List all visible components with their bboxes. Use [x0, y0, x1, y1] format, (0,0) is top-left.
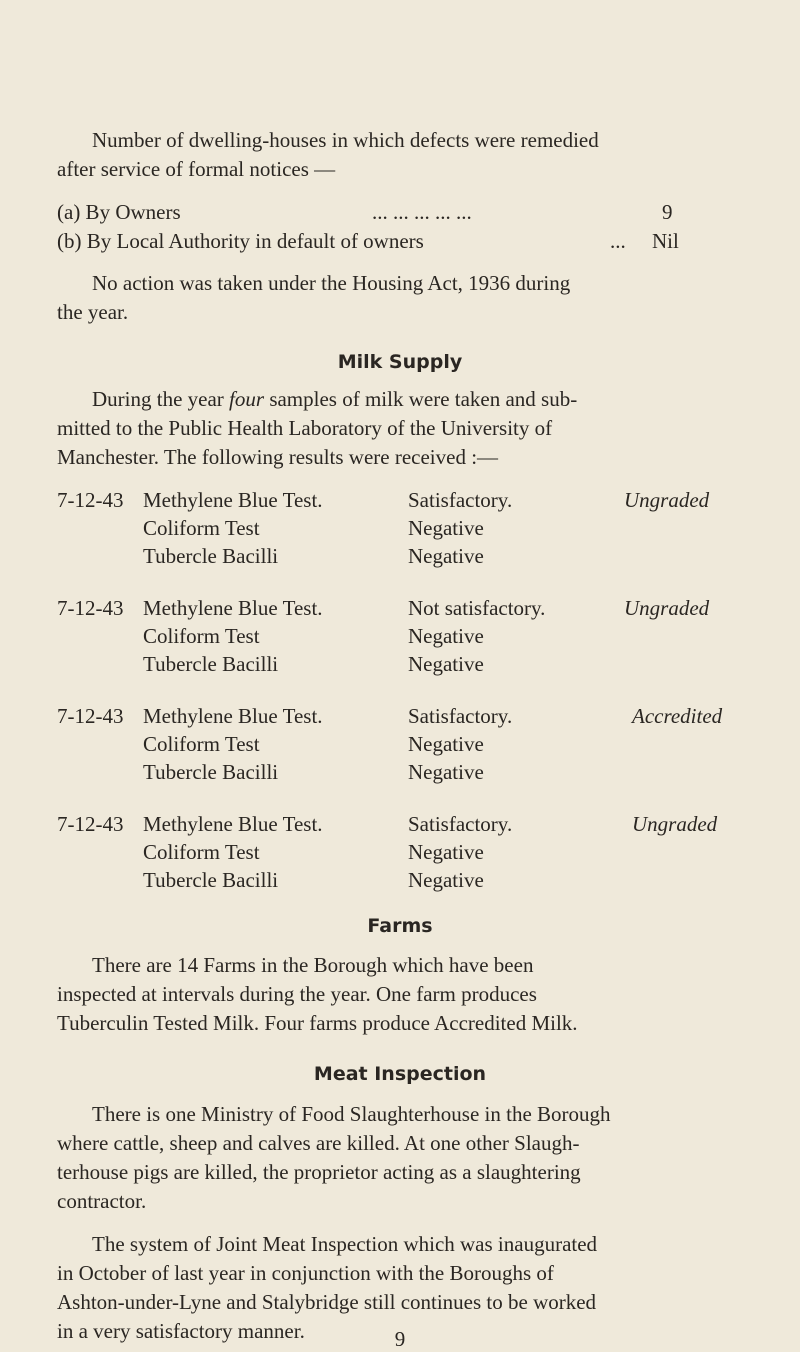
sample-date: 7-12-43	[57, 704, 124, 728]
meat-p1-line2: where cattle, sheep and calves are killed. At one other Slaugh-	[57, 1131, 580, 1155]
remedied-item-owners-value: 9	[662, 200, 673, 224]
milk-intro-line1: During the year four samples of milk were taken and sub-	[92, 387, 578, 411]
meat-p2-line2: in October of last year in conjunction with the Boroughs of	[57, 1261, 554, 1285]
meat-p2-line4: in a very satisfactory manner.	[57, 1319, 305, 1343]
sample-test-result: Negative	[408, 516, 484, 540]
sample-test-result: Negative	[408, 544, 484, 568]
remedied-intro-line2: after service of formal notices —	[57, 157, 336, 181]
sample-grade: Ungraded	[632, 812, 718, 836]
remedied-item-authority-label: (b) By Local Authority in default of owners	[57, 229, 424, 253]
sample-test-name: Coliform Test	[143, 840, 260, 864]
sample-test-name: Methylene Blue Test.	[143, 704, 323, 728]
sample-test-name: Methylene Blue Test.	[143, 488, 323, 512]
sample-test-result: Negative	[408, 760, 484, 784]
meat-p1-line3: terhouse pigs are killed, the proprietor acting as a slaughtering	[57, 1160, 581, 1184]
sample-test-name: Tubercle Bacilli	[143, 868, 279, 892]
sample-test-name: Coliform Test	[143, 624, 260, 648]
farms-line3: Tuberculin Tested Milk. Four farms produce Accredited Milk.	[57, 1011, 578, 1035]
sample-test-result: Negative	[408, 652, 484, 676]
sample-test-name: Coliform Test	[143, 732, 260, 756]
sample-test-result: Negative	[408, 624, 484, 648]
sample-date: 7-12-43	[57, 596, 124, 620]
sample-grade: Accredited	[632, 704, 723, 728]
sample-test-result: Satisfactory.	[408, 812, 513, 836]
milk-intro-line3: Manchester. The following results were received :—	[57, 445, 499, 469]
farms-heading: Farms	[367, 915, 433, 937]
remedied-intro-line1: Number of dwelling-houses in which defects were remedied	[92, 128, 599, 152]
meat-p1-line1: There is one Ministry of Food Slaughterhouse in the Borough	[92, 1102, 611, 1126]
sample-grade: Ungraded	[624, 596, 710, 620]
remedied-item-authority-dots: ...	[610, 229, 626, 253]
sample-test-name: Tubercle Bacilli	[143, 760, 279, 784]
sample-test-name: Coliform Test	[143, 516, 260, 540]
remedied-item-owners-dots: ... ... ... ... ...	[372, 200, 472, 224]
sample-test-result: Not satisfactory.	[408, 596, 546, 620]
meat-p2-line1: The system of Joint Meat Inspection which was inaugurated	[92, 1232, 598, 1256]
milk-supply-heading: Milk Supply	[337, 351, 463, 373]
sample-test-result: Negative	[408, 868, 484, 892]
meat-inspection-heading: Meat Inspection	[313, 1063, 487, 1085]
milk-intro-line2: mitted to the Public Health Laboratory of the University of	[57, 416, 553, 440]
sample-date: 7-12-43	[57, 812, 124, 836]
housing-act-line1: No action was taken under the Housing Act, 1936 during	[92, 271, 571, 295]
sample-date: 7-12-43	[57, 488, 124, 512]
remedied-item-owners-label: (a) By Owners	[57, 200, 181, 224]
meat-p1-line4: contractor.	[57, 1189, 147, 1213]
page-number: 9	[394, 1327, 406, 1351]
sample-test-result: Satisfactory.	[408, 704, 513, 728]
sample-grade: Ungraded	[624, 488, 710, 512]
sample-test-name: Tubercle Bacilli	[143, 652, 279, 676]
sample-test-name: Methylene Blue Test.	[143, 812, 323, 836]
farms-line2: inspected at intervals during the year. One farm produces	[57, 982, 537, 1006]
sample-test-result: Satisfactory.	[408, 488, 513, 512]
remedied-item-authority-value: Nil	[652, 229, 679, 253]
housing-act-line2: the year.	[57, 300, 129, 324]
meat-p2-line3: Ashton-under-Lyne and Stalybridge still continues to be worked	[57, 1290, 597, 1314]
sample-test-name: Tubercle Bacilli	[143, 544, 279, 568]
sample-test-result: Negative	[408, 732, 484, 756]
sample-test-name: Methylene Blue Test.	[143, 596, 323, 620]
sample-test-result: Negative	[408, 840, 484, 864]
farms-line1: There are 14 Farms in the Borough which have been	[92, 953, 534, 977]
